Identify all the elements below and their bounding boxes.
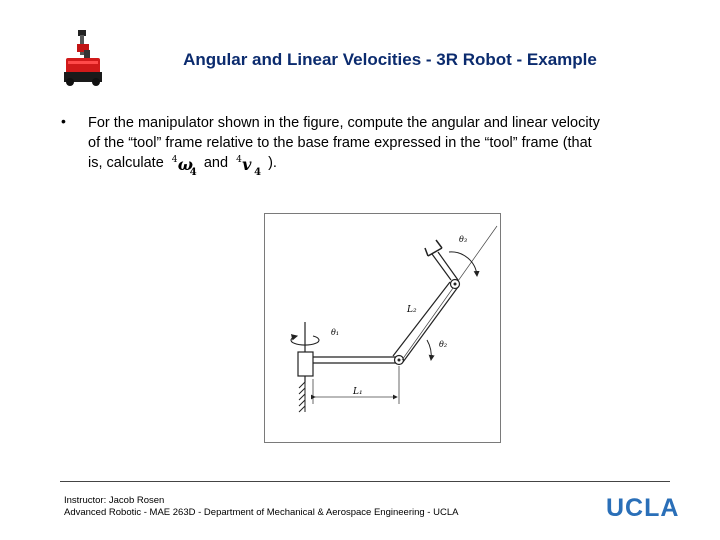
footer (64, 495, 458, 519)
v-4-formula (232, 153, 264, 178)
slide-title: Angular and Linear Velocities - 3R Robot - Example (183, 50, 597, 69)
ground-hatching (299, 382, 305, 412)
bullet-text (88, 113, 663, 178)
theta2-arc (427, 340, 431, 360)
manipulator-figure (264, 213, 501, 443)
robot-logo-icon (58, 28, 108, 90)
bullet-line-3-before: is, calculate (88, 155, 164, 171)
bullet-marker: • (61, 113, 66, 129)
omega-subscript: 4 (189, 167, 197, 178)
bullet-line-3-after: ). (268, 155, 277, 171)
footer-divider (60, 481, 670, 482)
bullet-line-3-mid: and (203, 155, 229, 171)
footer-course: Advanced Robotic - MAE 263D - Department of Mechanical & Aerospace Engineering - UCLA (64, 507, 459, 518)
v-subscript: 4 (254, 167, 262, 178)
label-theta3: θ₃ (459, 235, 468, 244)
bullet-line-1: For the manipulator shown in the figure, compute the angular and linear velocity (88, 115, 600, 131)
extension-line-2 (402, 226, 497, 360)
bullet-line-3 (88, 153, 663, 178)
v-symbol: v (242, 155, 252, 174)
label-theta2: θ₂ (439, 340, 448, 349)
ucla-logo: UCLA (606, 494, 680, 522)
label-L1: L₁ (353, 387, 363, 397)
v-pre-superscript: 4 (236, 155, 242, 165)
base-joint (298, 352, 313, 376)
omega-pre-superscript: 4 (171, 155, 178, 165)
omega-4-formula (168, 153, 200, 178)
label-L2: L₂ (407, 305, 417, 315)
label-theta1: θ₁ (331, 328, 340, 337)
footer-instructor: Instructor: Jacob Rosen (64, 495, 165, 506)
omega-symbol: ω (177, 155, 194, 174)
bullet-line-2: of the “tool” frame relative to the base frame expressed in the “tool” frame (that (88, 135, 592, 151)
